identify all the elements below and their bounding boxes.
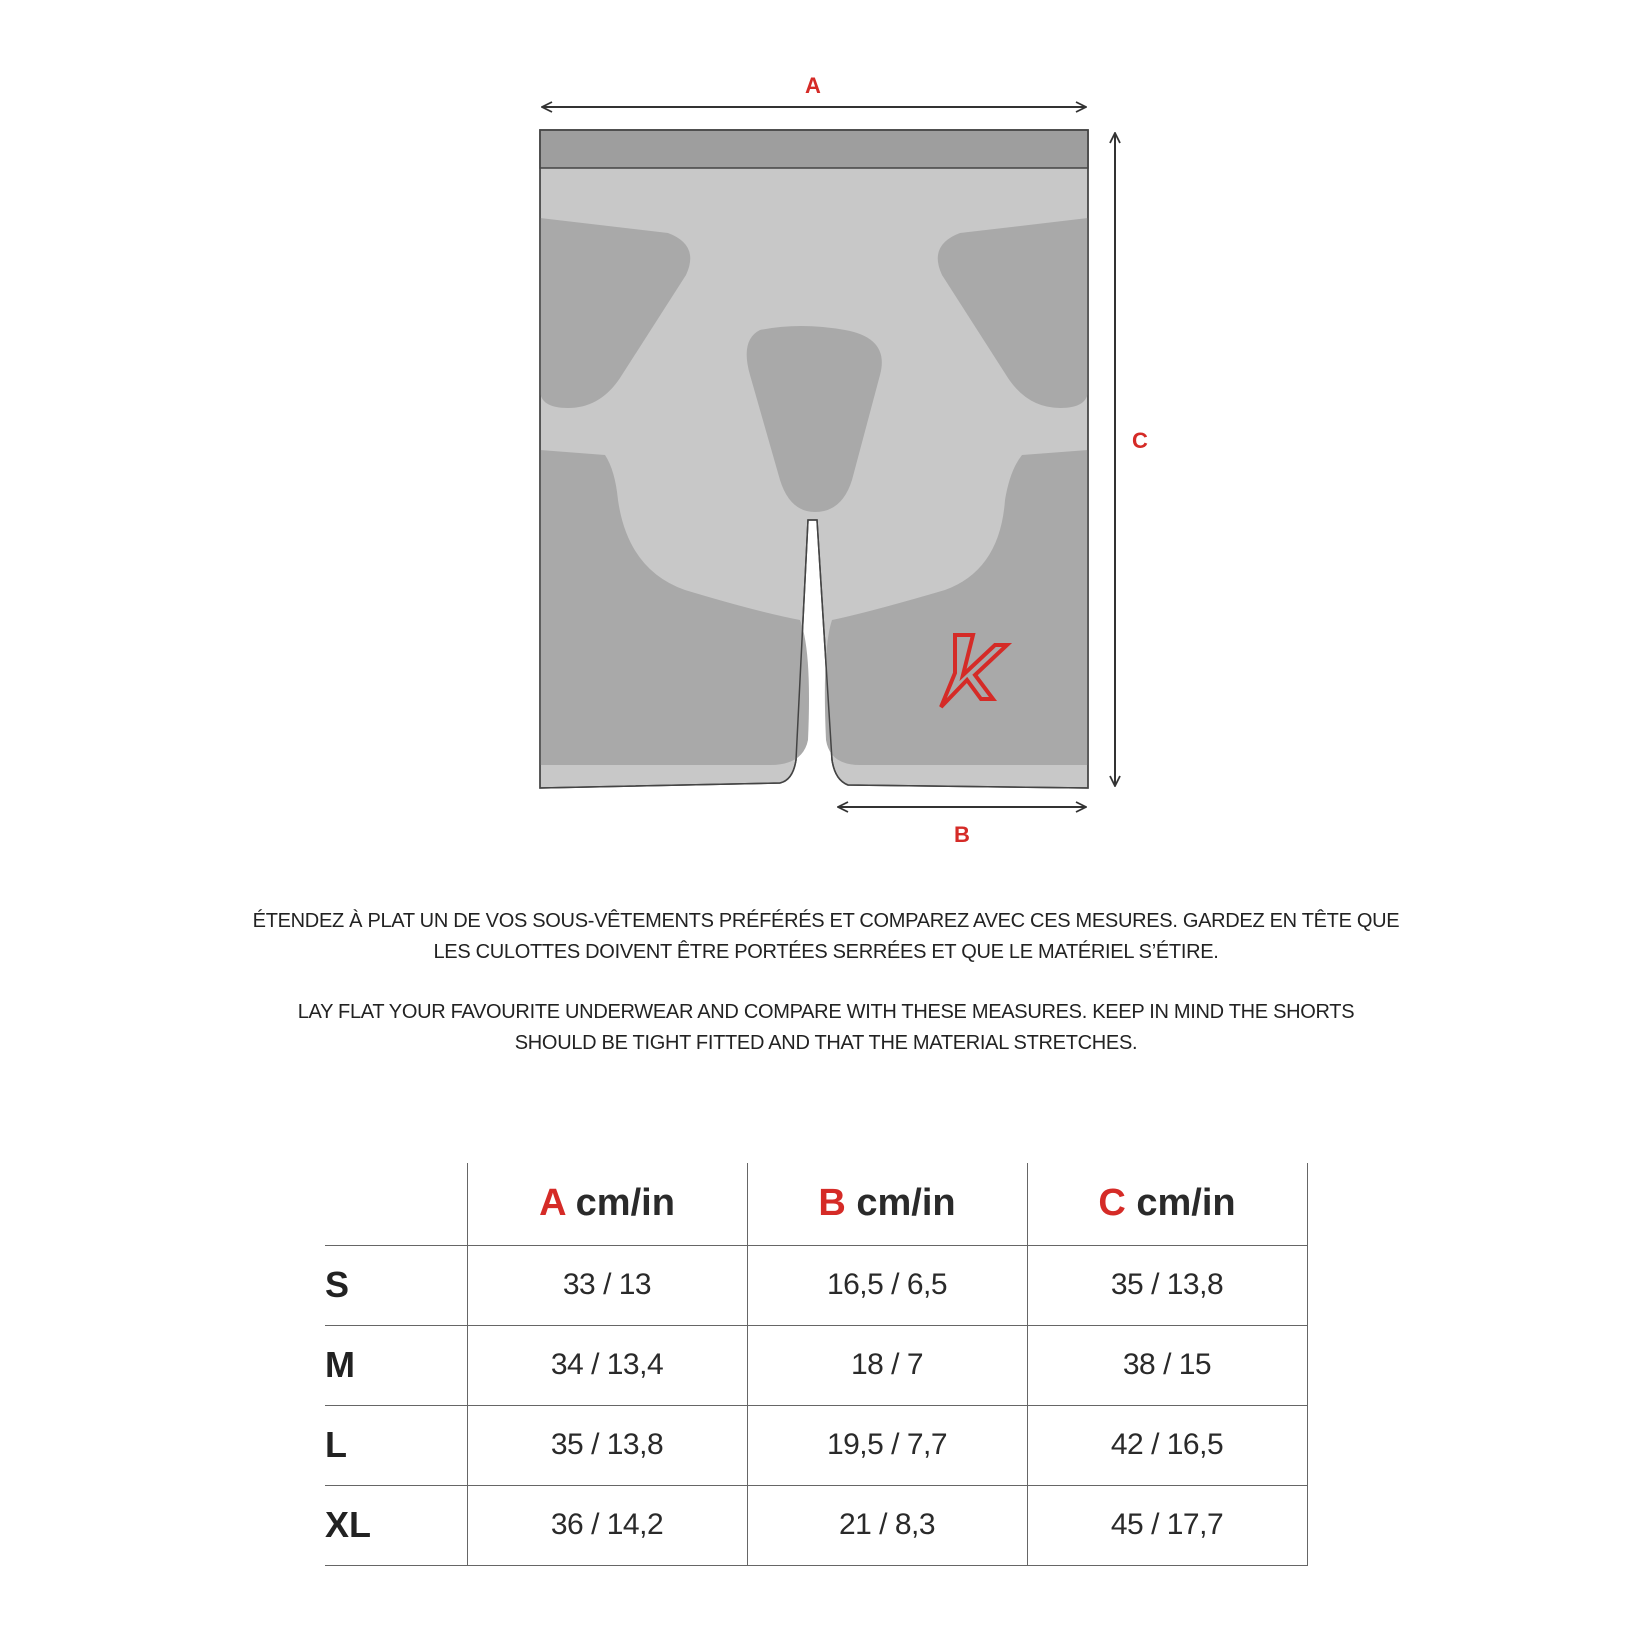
- table-row: [325, 1245, 1307, 1325]
- header-size-column: [325, 1163, 467, 1245]
- header-a-column: [467, 1163, 747, 1245]
- value-a: 36 / 14,2: [467, 1485, 747, 1565]
- header-c-column: [1027, 1163, 1307, 1245]
- value-b: 18 / 7: [747, 1325, 1027, 1405]
- size-label: M: [325, 1325, 467, 1405]
- header-a-unit: cm/in: [565, 1182, 675, 1225]
- value-c: 42 / 16,5: [1027, 1405, 1307, 1485]
- value-b: 16,5 / 6,5: [747, 1245, 1027, 1325]
- header-c-letter: C: [1098, 1182, 1126, 1225]
- value-c: 45 / 17,7: [1027, 1485, 1307, 1565]
- instructions-english-line-1: LAY FLAT YOUR FAVOURITE UNDERWEAR AND COMPARE WITH THESE MEASURES. KEEP IN MIND THE SHORTS: [297, 1001, 1355, 1023]
- value-c: 38 / 15: [1027, 1325, 1307, 1405]
- table-header-row: [325, 1163, 1307, 1245]
- dimension-b-label: B: [954, 822, 970, 847]
- instructions-french: [226, 906, 1426, 968]
- size-label: L: [325, 1405, 467, 1485]
- table-row: [325, 1405, 1307, 1485]
- waistband: [540, 130, 1088, 168]
- instructions-french-line-2: LES CULOTTES DOIVENT ÊTRE PORTÉES SERRÉES ET QUE LE MATÉRIEL S’ÉTIRE.: [433, 941, 1219, 963]
- value-c: 35 / 13,8: [1027, 1245, 1307, 1325]
- value-b: 19,5 / 7,7: [747, 1405, 1027, 1485]
- table-row: [325, 1325, 1307, 1405]
- size-label: XL: [325, 1485, 467, 1565]
- size-label: S: [325, 1245, 467, 1325]
- header-c-unit: cm/in: [1125, 1182, 1236, 1225]
- value-a: 34 / 13,4: [467, 1325, 747, 1405]
- header-b-letter: B: [818, 1182, 846, 1225]
- header-b-unit: cm/in: [845, 1182, 956, 1225]
- table-row: [325, 1485, 1307, 1565]
- value-a: 33 / 13: [467, 1245, 747, 1325]
- value-a: 35 / 13,8: [467, 1405, 747, 1485]
- header-b-column: [747, 1163, 1027, 1245]
- size-chart-table: [325, 1163, 1308, 1566]
- header-a-letter: A: [539, 1182, 566, 1225]
- instructions-french-line-1: ÉTENDEZ À PLAT UN DE VOS SOUS-VÊTEMENTS PRÉFÉRÉS ET COMPAREZ AVEC CES MESURES. GARDEZ EN TÊTE QUE: [252, 910, 1400, 932]
- dimension-a-label: A: [805, 73, 821, 98]
- instructions-english: [226, 997, 1426, 1059]
- dimension-c-label: C: [1132, 428, 1148, 453]
- value-b: 21 / 8,3: [747, 1485, 1027, 1565]
- instructions-english-line-2: SHOULD BE TIGHT FITTED AND THAT THE MATERIAL STRETCHES.: [514, 1032, 1138, 1054]
